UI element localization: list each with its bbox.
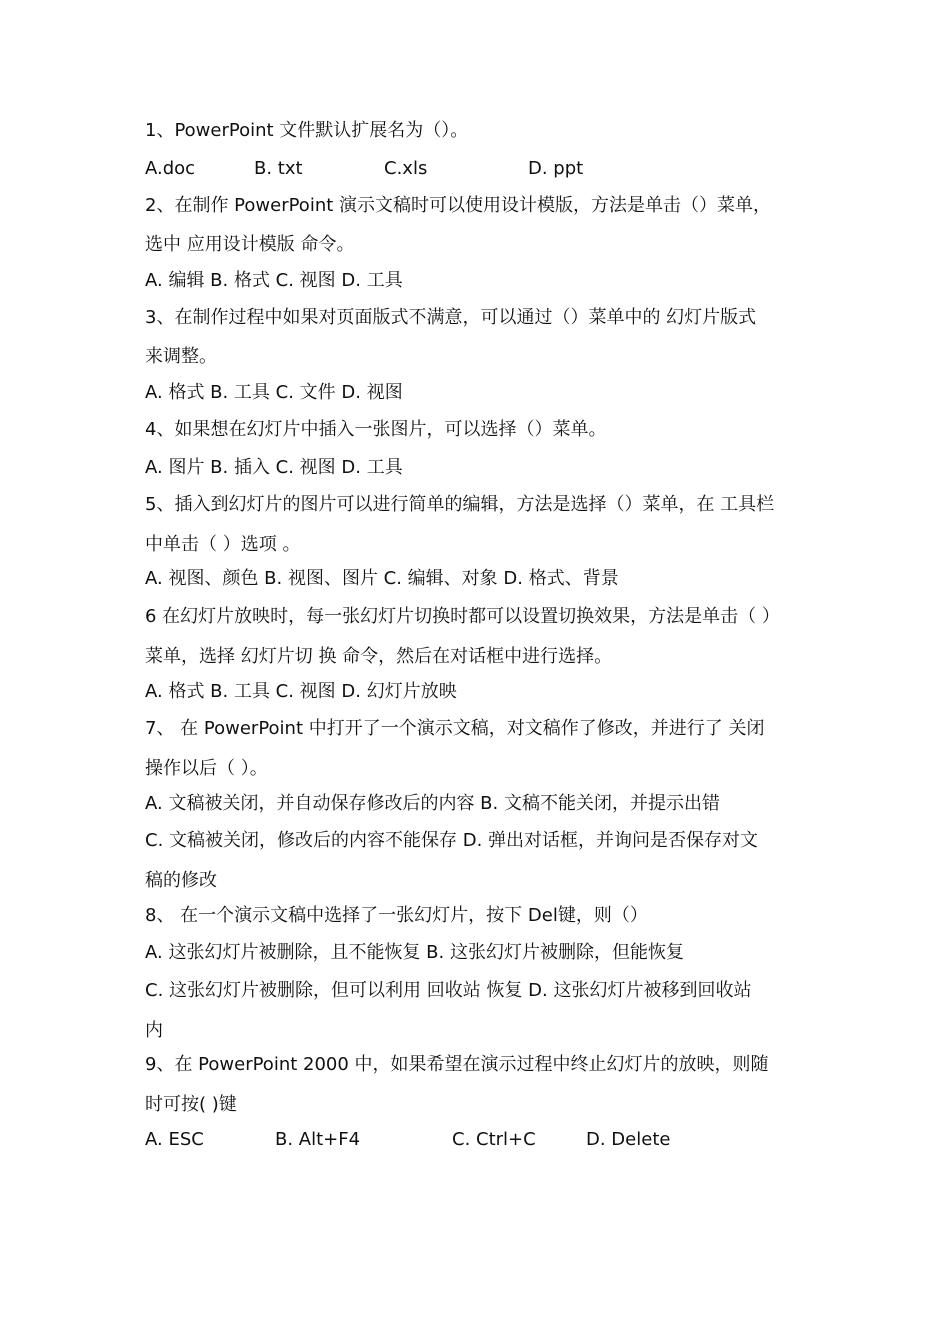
question-8-options-line-2: C. 这张幻灯片被删除，但可以利用 回收站 恢复 D. 这张幻灯片被移到回收站 [145, 980, 752, 1001]
question-2-stem-line-1: 2、在制作 PowerPoint 演示文稿时可以使用设计模版，方法是单击（）菜单， [145, 195, 772, 216]
question-4-options: A. 图片 B. 插入 C. 视图 D. 工具 [145, 457, 403, 478]
question-6-stem-line-1: 6 在幻灯片放映时，每一张幻灯片切换时都可以设置切换效果，方法是单击（ ） [145, 606, 780, 627]
question-5-stem-line-1: 5、插入到幻灯片的图片可以进行简单的编辑，方法是选择（）菜单，在 工具栏 [145, 494, 775, 515]
question-3-stem-line-1: 3、在制作过程中如果对页面版式不满意，可以通过（）菜单中的 幻灯片版式 [145, 307, 757, 328]
question-9-stem-line-1: 9、在 PowerPoint 2000 中，如果希望在演示过程中终止幻灯片的放映，则随 [145, 1054, 769, 1075]
question-8-stem: 8、 在一个演示文稿中选择了一张幻灯片，按下 Del键，则（） [145, 905, 648, 926]
question-2-stem-line-2: 选中 应用设计模版 命令。 [145, 234, 355, 255]
question-6-options: A. 格式 B. 工具 C. 视图 D. 幻灯片放映 [145, 681, 457, 702]
option-a: A. ESC [145, 1129, 204, 1150]
option-b: B. txt [254, 158, 303, 179]
option-c: C.xls [384, 158, 428, 179]
question-5-stem-line-2: 中单击（ ）选项 。 [145, 534, 301, 555]
question-5-options: A. 视图、颜色 B. 视图、图片 C. 编辑、对象 D. 格式、背景 [145, 568, 619, 589]
option-a: A.doc [145, 158, 196, 179]
question-7-stem-line-2: 操作以后（ ）。 [145, 758, 268, 779]
question-6-stem-line-2: 菜单，选择 幻灯片切 换 命令，然后在对话框中进行选择。 [145, 646, 613, 667]
question-2-options: A. 编辑 B. 格式 C. 视图 D. 工具 [145, 270, 403, 291]
question-3-stem-line-2: 来调整。 [145, 346, 217, 367]
question-3-options: A. 格式 B. 工具 C. 文件 D. 视图 [145, 382, 403, 403]
question-8-options-line-1: A. 这张幻灯片被删除，且不能恢复 B. 这张幻灯片被删除，但能恢复 [145, 942, 684, 963]
option-d: D. ppt [528, 158, 584, 179]
question-1-options [145, 157, 845, 181]
question-4-stem: 4、如果想在幻灯片中插入一张图片，可以选择（）菜单。 [145, 419, 607, 440]
question-9-options [145, 1128, 845, 1152]
question-9-stem-line-2: 时可按( )键 [145, 1094, 237, 1115]
question-8-options-line-3: 内 [145, 1020, 163, 1041]
question-7-stem-line-1: 7、 在 PowerPoint 中打开了一个演示文稿，对文稿作了修改，并进行了 关闭 [145, 718, 765, 739]
question-7-options-line-3: 稿的修改 [145, 870, 217, 891]
option-c: C. Ctrl+C [452, 1129, 536, 1150]
question-1-stem: 1、PowerPoint 文件默认扩展名为（）。 [145, 120, 469, 141]
option-b: B. Alt+F4 [275, 1129, 361, 1150]
option-d: D. Delete [586, 1129, 671, 1150]
question-7-options-line-2: C. 文稿被关闭，修改后的内容不能保存 D. 弹出对话框，并询问是否保存对文 [145, 830, 759, 851]
question-7-options-line-1: A. 文稿被关闭，并自动保存修改后的内容 B. 文稿不能关闭，并提示出错 [145, 793, 720, 814]
